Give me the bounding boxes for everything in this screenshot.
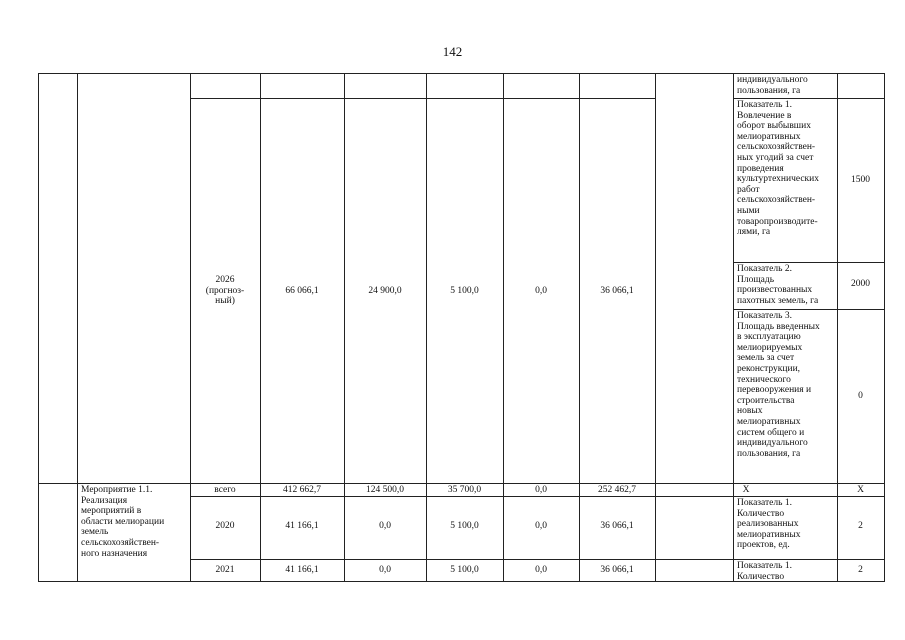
year-cell: всего	[214, 485, 236, 495]
page-number: 142	[442, 44, 463, 59]
table-rule	[884, 73, 885, 582]
amount-cell: 5 100,0	[450, 565, 479, 575]
table-rule	[344, 73, 345, 582]
measure-name: Реализация	[81, 495, 128, 506]
indicator-text: Площадь введенных	[737, 321, 820, 332]
indicator-text: сельскохозяйствен-	[737, 195, 816, 206]
table-rule	[190, 73, 191, 582]
amount-cell: 0,0	[535, 485, 547, 495]
year-cell: 2020	[215, 521, 235, 531]
table-rule	[190, 496, 885, 497]
year-cell: (прогноз-	[205, 285, 245, 296]
indicator-text: в эксплуатацию	[737, 332, 801, 343]
amount-cell: 35 700,0	[447, 485, 482, 495]
indicator-text: товаропроизводите-	[737, 216, 818, 227]
indicator-text: оборот выбывших	[737, 121, 811, 132]
table-rule	[190, 559, 885, 560]
indicator-value: 2	[858, 565, 863, 575]
table-rule	[38, 73, 39, 582]
measure-name: ного назначения	[81, 548, 148, 559]
amount-cell: 36 066,1	[600, 286, 634, 296]
indicator-text: лями, га	[737, 227, 771, 238]
amount-cell: 5 100,0	[450, 521, 479, 531]
measure-name: земель	[81, 527, 109, 538]
table-rule	[579, 73, 580, 582]
total-cell: 412 662,7	[283, 485, 321, 495]
indicator-text: пользования, га	[737, 448, 801, 459]
table-rule	[503, 73, 504, 582]
indicator-text: Показатель 3.	[737, 311, 792, 321]
indicator-text: Показатель 2.	[737, 264, 792, 274]
indicator-text: пахотных земель, га	[737, 295, 819, 306]
measure-name: мероприятий в	[81, 506, 142, 517]
amount-cell: 0,0	[535, 521, 547, 531]
indicator-value: 1500	[851, 175, 870, 185]
table-rule	[733, 98, 885, 99]
indicator-text: ными	[737, 206, 760, 216]
indicator-text: Показатель 1.	[737, 498, 792, 508]
amount-cell: 124 500,0	[366, 485, 404, 495]
indicator-text: Вовлечение в	[737, 110, 792, 121]
indicator-text: индивидуального	[737, 75, 808, 85]
amount-cell: 0,0	[535, 286, 547, 296]
table-rule	[260, 73, 261, 582]
table-rule	[77, 73, 78, 582]
indicator-text: ных угодий за счет	[737, 153, 814, 163]
total-cell: 41 166,1	[285, 521, 319, 531]
year-cell: 2021	[215, 565, 235, 575]
table-rule	[38, 483, 885, 484]
indicator-text: мелиоративных	[737, 529, 801, 540]
table-rule	[733, 262, 885, 263]
indicator-text: работ	[737, 184, 760, 195]
indicator-text: Площадь	[737, 274, 775, 285]
indicator-text: индивидуального	[737, 438, 808, 449]
indicator-text: сельскохозяйствен-	[737, 142, 816, 153]
measure-name: области мелиорации	[81, 516, 165, 527]
amount-cell: 36 066,1	[600, 521, 634, 531]
amount-cell: 0,0	[379, 565, 391, 575]
indicator-value: 2000	[851, 279, 870, 289]
table-rule	[426, 73, 427, 582]
indicator-text: строительства	[737, 395, 795, 406]
table-rule	[733, 309, 885, 310]
amount-cell: 5 100,0	[450, 286, 479, 296]
amount-cell: 24 900,0	[368, 286, 402, 296]
indicator-value: 0	[858, 391, 863, 401]
amount-cell: 252 462,7	[598, 485, 636, 495]
indicator-text: систем общего и	[737, 427, 805, 438]
table-rule	[733, 73, 734, 582]
total-cell: 41 166,1	[285, 565, 319, 575]
indicator-text: пользования, га	[737, 85, 801, 96]
indicator-text: реконструкции,	[737, 364, 801, 374]
amount-cell: 36 066,1	[600, 565, 634, 575]
indicator-text: Х	[742, 485, 750, 495]
indicator-text: мелиоративных	[737, 131, 801, 142]
indicator-text: технического	[737, 374, 791, 385]
indicator-value: 2	[858, 521, 863, 531]
indicator-text: произвестованных	[737, 285, 813, 296]
indicator-text: мелиоративных	[737, 417, 801, 427]
indicator-value: Х	[857, 485, 864, 495]
table-rule	[38, 73, 885, 74]
table-rule	[655, 73, 656, 582]
indicator-text: Показатель 1.	[737, 100, 792, 110]
indicator-text: Количество	[737, 571, 785, 582]
indicator-text: культуртехнических	[737, 174, 819, 185]
indicator-text: реализованных	[737, 519, 799, 530]
amount-cell: 0,0	[535, 565, 547, 575]
indicator-text: перевооружения и	[737, 385, 812, 396]
indicator-text: проведения	[737, 163, 784, 174]
indicator-text: земель за счет	[737, 353, 795, 364]
indicator-text: мелиорируемых	[737, 342, 803, 353]
total-cell: 66 066,1	[285, 286, 319, 296]
measure-name: Мероприятие 1.1.	[81, 485, 153, 495]
table-rule	[837, 73, 838, 582]
indicator-text: Показатель 1.	[737, 561, 792, 571]
amount-cell: 0,0	[379, 521, 391, 531]
indicator-text: проектов, ед.	[737, 540, 790, 551]
year-cell: ный)	[215, 296, 235, 307]
year-cell: 2026	[215, 275, 235, 285]
indicator-text: новых	[737, 406, 763, 417]
indicator-text: Количество	[737, 508, 785, 519]
measure-name: сельскохозяйствен-	[81, 538, 160, 548]
